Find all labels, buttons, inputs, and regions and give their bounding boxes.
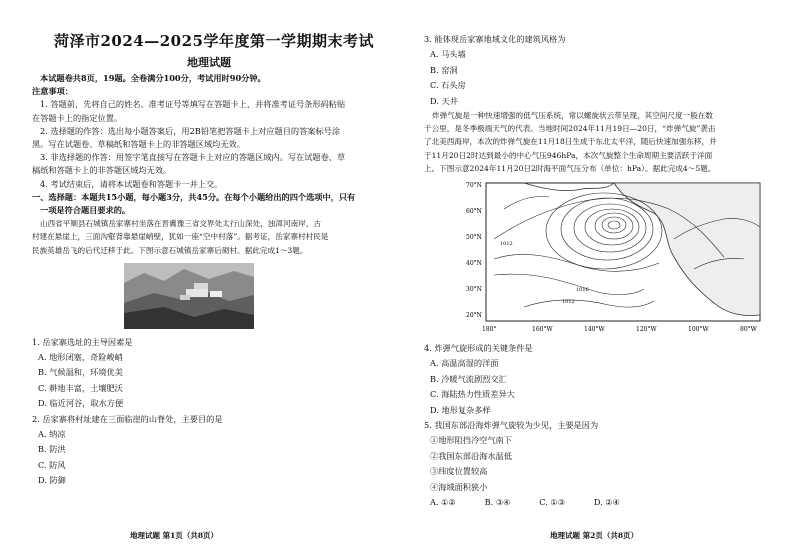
q4-option-a: A. 高温高湿的洋面	[430, 358, 499, 369]
passage-line: 于11月20日2时达到最小的中心气压946hPa，本次气旋整个生命周期主要活跃于洋面	[424, 150, 713, 160]
lon-label: 80°W	[740, 326, 757, 334]
isobar-label: 1012	[562, 299, 575, 306]
note-line: 2. 选择题的作答：选出每小题答案后，用2B铅笔把答题卡上对应题目的答案标号涂	[40, 125, 341, 136]
question-4: 4. 炸弹气旋形成的关键条件是	[424, 343, 533, 354]
pressure-map	[464, 179, 764, 339]
q5-item: ④海域面积狭小	[430, 481, 488, 492]
passage-line: 千公里，是冬季极端天气的代表。当地时间2024年11月19日—20日，“炸弹气旋”袭击	[424, 124, 716, 134]
q1-option-a: A. 地形闭塞，奇险峻峭	[38, 351, 123, 362]
q3-option-a: A. 马头墙	[430, 49, 466, 59]
question-5: 5. 我国东部沿海炸弹气旋较为少见，主要是因为	[424, 420, 599, 431]
isobar-label: 1016	[576, 287, 589, 294]
passage-line: 山西省平顺县石城镇岳家寨村坐落在晋冀豫三省交界处太行山深处，浊漳河南岸，古	[40, 219, 321, 229]
passage-line: 了北美西海岸，本次的炸弹气旋在11月18日生成于东北太平洋，随后快速加强东移，并	[424, 137, 717, 147]
q5-option-d: D. ②④	[593, 497, 620, 508]
passage-line: 民族英雄岳飞的后代迁移于此。下图示意石城镇岳家寨后砌村。据此完成1～3题。	[32, 245, 308, 255]
lon-label: 180°	[482, 326, 497, 334]
lon-label: 140°W	[584, 326, 605, 334]
q4-option-b: B. 冷暖气流剧烈交汇	[430, 373, 507, 384]
q2-option-a: A. 纳凉	[38, 428, 66, 439]
question-3: 3. 能体现岳家寨地域文化的建筑风格为	[424, 34, 566, 44]
village-photo	[124, 263, 254, 329]
notice-heading: 注意事项：	[32, 86, 73, 97]
exam-intro: 本试题卷共8页，19题。全卷满分100分，考试用时90分钟。	[40, 73, 266, 83]
right-page	[400, 0, 800, 555]
q3-option-d: D. 天井	[430, 95, 458, 106]
page-footer: 地理试题 第2页（共8页）	[550, 531, 639, 540]
q4-option-c: C. 海陆热力性质差异大	[430, 389, 515, 400]
passage-line: 炸弹气旋是一种快速增强的低气压系统，常以螺旋状云带呈现，其空间尺度一般在数	[432, 111, 713, 120]
q5-option-c: C. ①③	[539, 497, 566, 508]
q1-option-c: C. 耕地丰富，土壤肥沃	[38, 382, 123, 393]
note-line: 4. 考试结束后，请将本试题卷和答题卡一并上交。	[40, 178, 223, 189]
note-line: 在答题卡上的指定位置。	[32, 112, 123, 123]
passage-line: 上。下图示意2024年11月20日2时海平面气压分布（单位：hPa）。据此完成4～5题。	[424, 163, 716, 173]
page-footer: 地理试题 第1页（共8页）	[130, 531, 219, 540]
q3-option-c: C. 石头房	[430, 80, 466, 90]
lat-label: 70°N	[466, 182, 482, 190]
q2-option-c: C. 防风	[38, 459, 66, 470]
q5-item: ②我国东部沿海水温低	[430, 450, 512, 461]
pressure-map-drawing	[464, 179, 764, 339]
q5-item: ③纬度位置较高	[430, 466, 488, 477]
question-2: 2. 岳家寨将村址建在三面临崖的山脊处，主要目的是	[32, 413, 223, 424]
lat-label: 50°N	[466, 234, 482, 242]
lon-label: 100°W	[688, 326, 709, 334]
section-heading: 一、选择题：本题共15小题，每小题3分，共45分。在每个小题给出的四个选项中，只有	[32, 191, 356, 202]
q4-option-d: D. 地形复杂多样	[430, 404, 491, 415]
q1-option-d: D. 临近河谷，取水方便	[38, 398, 124, 409]
q1-option-b: B. 气候温和，环境优美	[38, 367, 123, 378]
q5-option-a: A. ①②	[430, 497, 456, 508]
q2-option-b: B. 防洪	[38, 444, 66, 455]
note-line: 1. 答题前，先将自己的姓名、准考证号等填写在答题卡上，并将准考证号条形码粘贴	[40, 99, 346, 110]
exam-subtitle: 地理试题	[187, 56, 231, 69]
note-line: 稿纸和答题卡上的非答题区域均无效。	[32, 165, 172, 176]
isobar-label: 1012	[500, 241, 513, 248]
passage-line: 村建在悬崖上，三面沟壑背靠悬崖峭壁，犹如一座“空中村落”。据考证，岳家寨村村民是	[32, 232, 329, 242]
q5-item: ①地形阻挡冷空气南下	[430, 435, 512, 446]
q2-option-d: D. 防御	[38, 475, 66, 486]
exam-title: 菏泽市2024—2025学年度第一学期期末考试	[54, 32, 374, 50]
lat-label: 30°N	[466, 286, 482, 294]
lon-label: 160°W	[532, 326, 553, 334]
q5-option-b: B. ③④	[484, 497, 511, 508]
q3-option-b: B. 窑洞	[430, 64, 458, 75]
section-heading-cont: 一项是符合题目要求的。	[40, 205, 131, 216]
lon-label: 120°W	[636, 326, 657, 334]
question-1: 1. 岳家寨选址的主导因素是	[32, 336, 133, 347]
village-photo-drawing	[124, 263, 254, 329]
lat-label: 60°N	[466, 208, 482, 216]
lat-label: 40°N	[466, 260, 482, 268]
lat-label: 20°N	[466, 312, 482, 320]
note-line: 3. 非选择题的作答：用签字笔直接写在答题卡上对应的答题区域内。写在试题卷、草	[40, 152, 346, 163]
note-line: 黑。写在试题卷、草稿纸和答题卡上的非答题区域均无效。	[32, 139, 245, 150]
q5-options	[424, 495, 782, 510]
